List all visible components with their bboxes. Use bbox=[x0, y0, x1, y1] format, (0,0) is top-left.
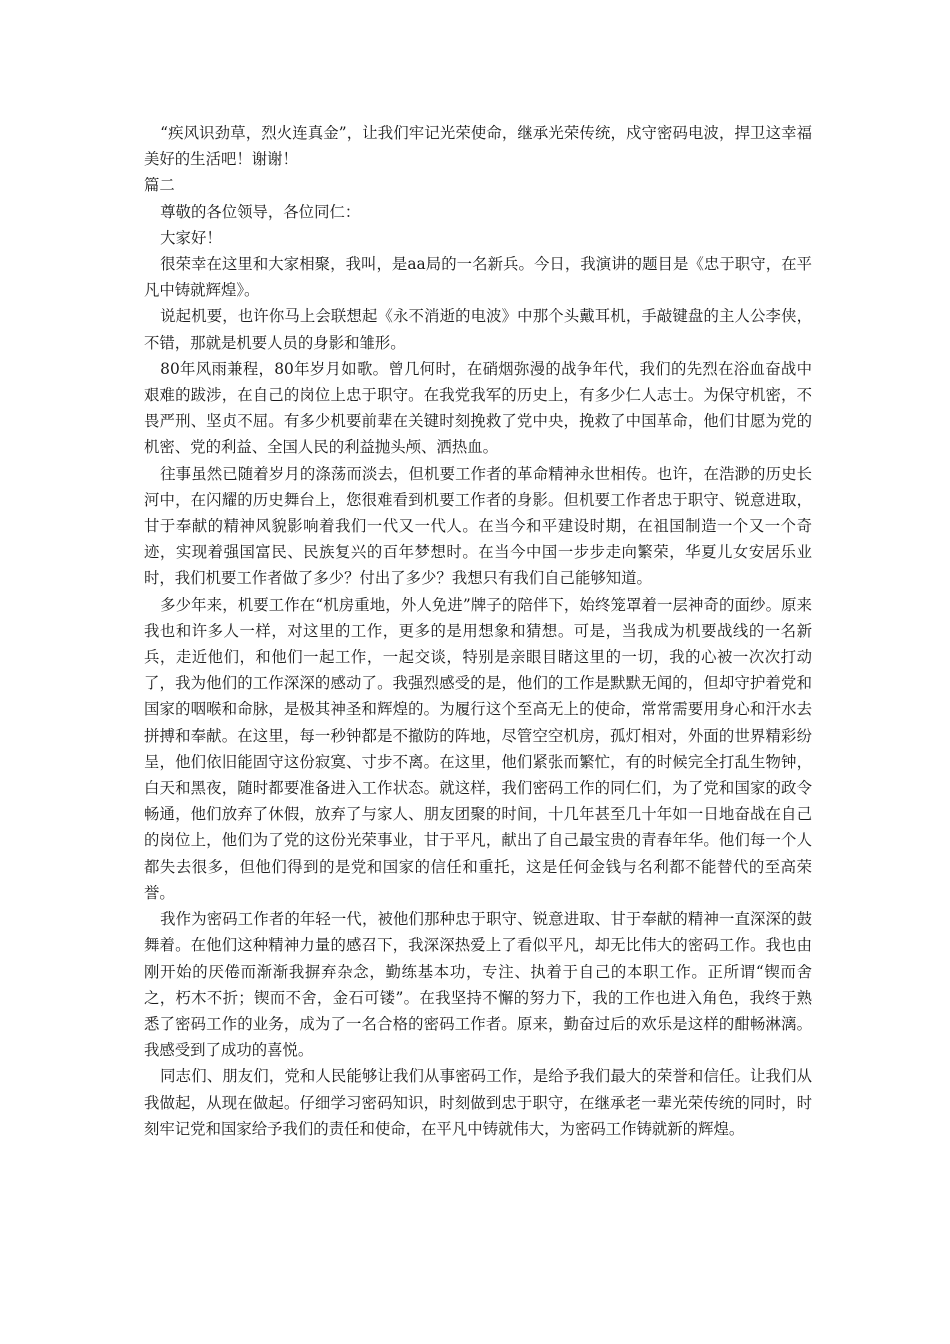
body-paragraph: 80年风雨兼程，80年岁月如歌。曾几何时，在硝烟弥漫的战争年代，我们的先烈在浴血奋战中艰难的跋涉，在自己的岗位上忠于职守。在我党我军的历史上，有多少仁人志士。为保守机密，不畏严刑、坚贞不屈。有多少机要前辈在关键时刻挽救了党中央，挽救了中国革命，他们甘愿为党的机密、党的利益、全国人民的利益抛头颅、洒热血。 bbox=[144, 359, 812, 457]
body-paragraph: 说起机要，也许你马上会联想起《永不消逝的电波》中那个头戴耳机，手敲键盘的主人公李侠，不错，那就是机要人员的身影和雏形。 bbox=[144, 307, 812, 352]
body-paragraph: 我作为密码工作者的年轻一代，被他们那种忠于职守、锐意进取、甘于奉献的精神一直深深的鼓舞着。在他们这种精神力量的感召下，我深深热爱上了看似平凡，却无比伟大的密码工作。我也由刚开始的厌倦而渐渐我摒弃杂念，勤练基本功，专注、执着于自己的本职工作。正所谓“锲而舍之，朽木不折；锲而不舍，金石可镂”。在我坚持不懈的努力下，我的工作也进入角色，我终于熟悉了密码工作的业务，成为了一名合格的密码工作者。原来，勤奋过后的欢乐是这样的酣畅淋漓。我感受到了成功的喜悦。 bbox=[144, 910, 812, 1060]
body-paragraph: 很荣幸在这里和大家相聚，我叫，是aa局的一名新兵。今日，我演讲的题目是《忠于职守，在平凡中铸就辉煌》。 bbox=[144, 255, 812, 300]
closing-paragraph: “疾风识劲草，烈火连真金”，让我们牢记光荣使命，继承光荣传统，戍守密码电波，捍卫这幸福美好的生活吧！谢谢！ bbox=[144, 124, 812, 169]
body-paragraph: 多少年来，机要工作在“机房重地，外人免进”牌子的陪伴下，始终笼罩着一层神奇的面纱。原来我也和许多人一样，对这里的工作，更多的是用想象和猜想。可是，当我成为机要战线的一名新兵，走近他们，和他们一起工作，一起交谈，特别是亲眼目睹这里的一切，我的心被一次次打动了，我为他们的工作深深的感动了。我强烈感受的是，他们的工作是默默无闻的，但却守护着党和国家的咽喉和命脉，是极其神圣和辉煌的。为履行这个至高无上的使命，常常需要用身心和汗水去拼搏和奉献。在这里，每一秒钟都是不撤防的阵地，尽管空空机房，孤灯相对，外面的世界精彩纷呈，他们依旧能固守这份寂寞、寸步不离。在这里，他们紧张而繁忙，有的时候完全打乱生物钟，白天和黑夜，随时都要准备进入工作状态。就这样，我们密码工作的同仁们，为了党和国家的政令畅通，他们放弃了休假，放弃了与家人、朋友团聚的时间，十几年甚至几十年如一日地奋战在自己的岗位上，他们为了党的这份光荣事业，甘于平凡，献出了自己最宝贵的青春年华。他们每一个人都失去很多，但他们得到的是党和国家的信任和重托，这是任何金钱与名利都不能替代的至高荣誉。 bbox=[144, 595, 812, 902]
body-paragraph: 同志们、朋友们，党和人民能够让我们从事密码工作，是给予我们最大的荣誉和信任。让我们从我做起，从现在做起。仔细学习密码知识，时刻做到忠于职守，在继承老一辈光荣传统的同时，时刻牢记党和国家给予我们的责任和使命，在平凡中铸就伟大，为密码工作铸就新的辉煌。 bbox=[144, 1067, 812, 1138]
body-paragraph: 往事虽然已随着岁月的涤荡而淡去，但机要工作者的革命精神永世相传。也许，在浩渺的历史长河中，在闪耀的历史舞台上，您很难看到机要工作者的身影。但机要工作者忠于职守、锐意进取，甘于奉献的精神风貌影响着我们一代又一代人。在当今和平建设时期，在祖国制造一个又一个奇迹，实现着强国富民、民族复兴的百年梦想时。在当今中国一步步走向繁荣，华夏儿女安居乐业时，我们机要工作者做了多少？付出了多少？我想只有我们自己能够知道。 bbox=[144, 464, 812, 588]
salutation: 尊敬的各位领导，各位同仁： bbox=[160, 202, 361, 221]
document-page bbox=[144, 120, 812, 1142]
section-heading: 篇二 bbox=[144, 176, 175, 195]
greeting: 大家好！ bbox=[160, 228, 222, 247]
